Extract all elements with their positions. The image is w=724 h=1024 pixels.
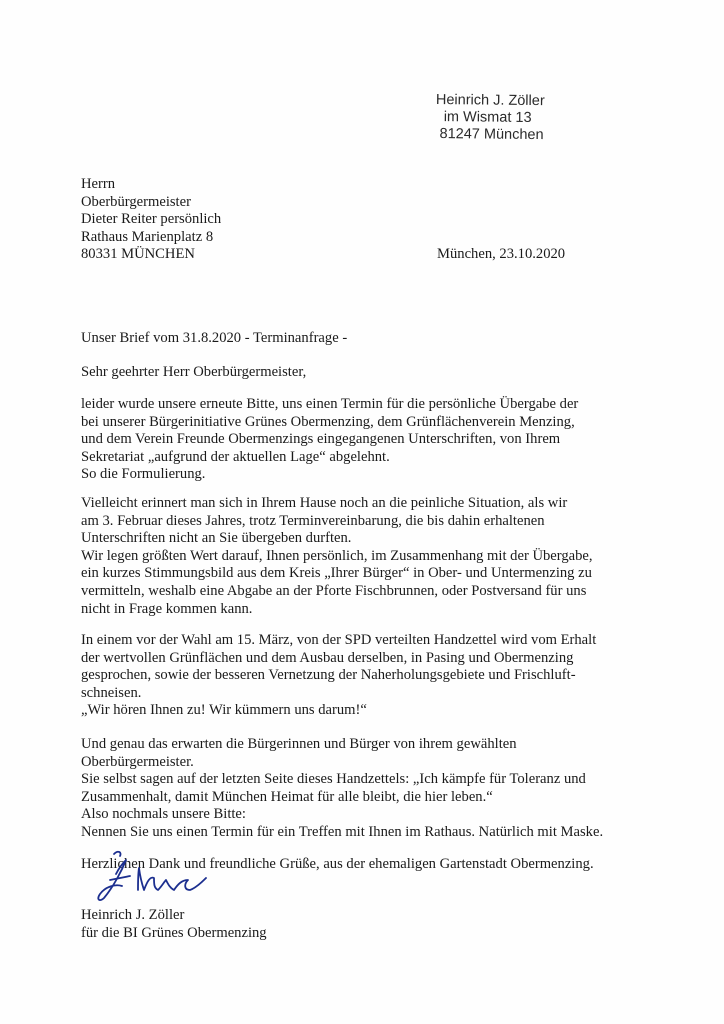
reference-line: Unser Brief vom 31.8.2020 - Terminanfrage -: [81, 330, 348, 346]
sender-city: 81247 München: [439, 126, 544, 144]
paragraph-line: ein kurzes Stimmungsbild aus dem Kreis „Ihrer Bürger“ in Ober- und Untermenzing zu: [81, 565, 592, 582]
paragraph-line: Sie selbst sagen auf der letzten Seite dieses Handzettels: „Ich kämpfe für Toleranz und: [81, 771, 586, 788]
paragraph-line: Zusammenhalt, damit München Heimat für alle bleibt, die hier leben.“: [81, 788, 493, 805]
signatory-organization: für die BI Grünes Obermenzing: [81, 924, 267, 941]
paragraph-line: Und genau das erwarten die Bürgerinnen und Bürger von ihrem gewählten: [81, 736, 517, 752]
recipient-line: 80331 MÜNCHEN: [81, 246, 195, 263]
signature-stroke: [138, 868, 206, 890]
paragraph-line: der wertvollen Grünflächen und dem Ausbau derselben, in Pasing und Obermenzing: [81, 649, 574, 666]
paragraph-line: Also nochmals unsere Bitte:: [81, 806, 246, 823]
paragraph-line: Oberbürgermeister.: [81, 753, 194, 770]
paragraph-line: leider wurde unsere erneute Bitte, uns einen Termin für die persönliche Übergabe der: [81, 396, 579, 412]
paragraph-1: [81, 396, 641, 484]
recipient-address: [81, 176, 221, 264]
sender-address: [435, 92, 544, 144]
paragraph-line: am 3. Februar dieses Jahres, trotz Terminvereinbarung, die bis dahin erhaltenen: [81, 512, 545, 529]
signature-block: [81, 907, 267, 942]
paragraph-line: „Wir hören Ihnen zu! Wir kümmern uns darum!“: [81, 702, 367, 719]
handwritten-signature: [92, 836, 222, 916]
paragraph-line: Vielleicht erinnert man sich in Ihrem Hause noch an die peinliche Situation, als wir: [81, 495, 568, 511]
paragraph-line: Unterschriften nicht an Sie übergeben durften.: [81, 530, 352, 547]
recipient-line: Rathaus Marienplatz 8: [81, 228, 214, 245]
salutation: Sehr geehrter Herr Oberbürgermeister,: [81, 364, 307, 380]
sender-name: Heinrich J. Zöller: [435, 92, 545, 110]
paragraph-line: schneisen.: [81, 684, 142, 701]
paragraph-line: vermitteln, weshalb eine Abgabe an der Pforte Fischbrunnen, oder Postversand für uns: [81, 582, 587, 599]
recipient-line: Dieter Reiter persönlich: [81, 211, 222, 228]
paragraph-3: [81, 632, 641, 720]
paragraph-line: Sekretariat „aufgrund der aktuellen Lage“ abgelehnt.: [81, 448, 390, 465]
paragraph-4: [81, 736, 641, 842]
paragraph-line: und dem Verein Freunde Obermenzings eingegangenen Unterschriften, von Ihrem: [81, 431, 561, 448]
closing-line: Herzlichen Dank und freundliche Grüße, aus der ehemaligen Gartenstadt Obermenzing.: [81, 856, 594, 872]
signature-stroke: [110, 876, 130, 880]
recipient-line: Oberbürgermeister: [81, 193, 191, 210]
paragraph-2: [81, 495, 641, 618]
signatory-name: Heinrich J. Zöller: [81, 907, 185, 923]
paragraph-line: In einem vor der Wahl am 15. März, von der SPD verteilten Handzettel wird vom Erhalt: [81, 632, 597, 648]
letter-date: München, 23.10.2020: [437, 246, 566, 262]
paragraph-line: nicht in Frage kommen kann.: [81, 600, 253, 617]
signature-stroke: [114, 852, 121, 856]
paragraph-line: gesprochen, sowie der besseren Vernetzung der Naherholungsgebiete und Frischluft-: [81, 667, 576, 684]
recipient-line: Herrn: [81, 176, 116, 192]
paragraph-line: bei unserer Bürgerinitiative Grünes Obermenzing, dem Grünflächenverein Menzing,: [81, 413, 575, 430]
sender-street: im Wismat 13: [443, 109, 532, 127]
paragraph-line: Nennen Sie uns einen Termin für ein Treffen mit Ihnen im Rathaus. Natürlich mit Maske.: [81, 823, 604, 840]
paragraph-line: Wir legen größten Wert darauf, Ihnen persönlich, im Zusammenhang mit der Übergabe,: [81, 547, 593, 564]
paragraph-line: So die Formulierung.: [81, 466, 206, 483]
